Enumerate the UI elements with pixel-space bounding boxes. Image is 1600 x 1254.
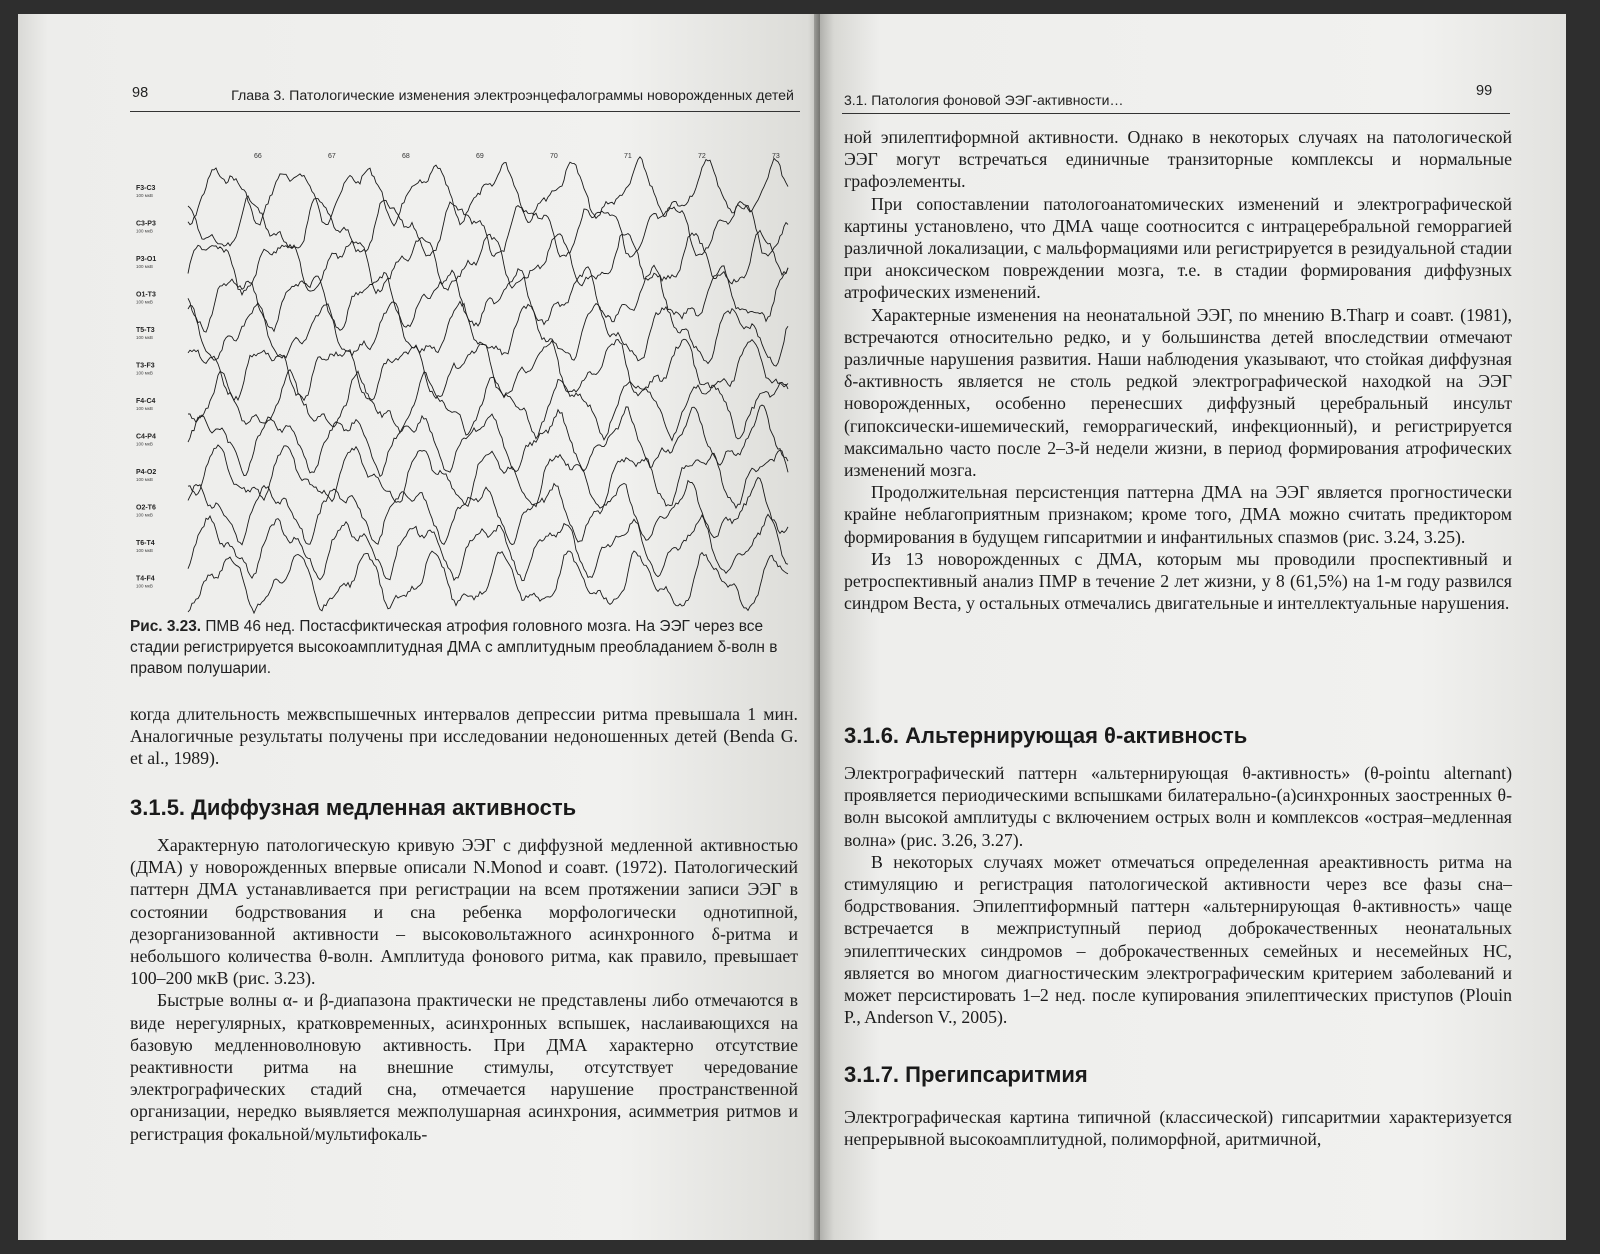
page-number-left: 98 [132, 85, 149, 101]
paragraph: Характерную патологическую кривую ЭЭГ с диффузной медленной активностью (ДМА) у новорожденных впервые описали N.Monod и соавт. (1972). Патологический паттерн ДМА устанавливается при регистрации на всем протяжении записи ЭЭГ в состоянии бодрствования и сна ребенка морфологически однотипной, дезорганизованной активности – высоковольтажного асинхронного δ-ритма и небольшого количества θ-волн. Амплитуда фонового ритма, как правило, превышает 100–200 мкВ (рис. 3.23). [130, 835, 798, 989]
channel-label: F4-C4 [136, 398, 156, 405]
left-page [18, 14, 820, 1240]
paragraph: Быстрые волны α- и β-диапазона практически не представлены либо отмечаются в виде нерегулярных, кратковременных, асинхронных вспышек, наслаивающихся на базовую медленноволновую активность. При ДМА характерно отсутствие реактивности ритма на внешние стимулы, отсутствует чередование электрографических стадий сна, отмечается нарушение пространственной организации, нередко выявляется межполушарная асинхрония, асимметрия ритмов и регистрация фокальной/мультифокаль- [130, 990, 798, 1144]
page-number-right: 99 [1476, 83, 1493, 99]
time-mark-label: 66 [254, 153, 262, 160]
figure-caption [130, 616, 800, 679]
channel-scale: 100 мкВ [136, 299, 153, 305]
paragraph-continued-right: ной эпилептиформной активности. Однако в некоторых случаях на патологической ЭЭГ могут встречаться единичные транзиторные комплексы и нормальные графоэлементы. [844, 127, 1512, 192]
paragraph: Электрографическая картина типичной (классической) гипсаритмии характеризуется непрерывной высокоамплитудной, полиморфной, аритмичной, [844, 1107, 1512, 1150]
paragraph: В некоторых случаях может отмечаться определенная ареактивность ритма на стимуляцию и регистрация патологической активности через все фазы сна–бодрствования. Эпилептиформный паттерн «альтернирующая θ-активность» чаще встречается в межприступный период доброкачественных неонатальных эпилептических синдромов – доброкачественных семейных и несемейных НС, является во многом диагностическим электрографическим критерием заболеваний и может персистировать 1–2 нед. после купирования эпилептических приступов (Plouin P., Anderson V., 2005). [844, 851, 1512, 1028]
paragraph: Электрографический паттерн «альтернирующая θ-активность» (θ-pointu alternant) проявляется периодическими вспышками билатерально-(а)синхронных заостренных θ-волн высокой амплитуды с включением острых волн и комплексов «острая–медленная волна» (рис. 3.26, 3.27). [844, 763, 1512, 850]
channel-scale: 100 мкВ [136, 441, 153, 447]
header-rule-left [130, 111, 800, 112]
caption-text: ПМВ 46 нед. Постасфиктическая атрофия головного мозга. На ЭЭГ через все стадии регистрируется высокоамплитудная ДМА с амплитудным преобладанием δ-волн в правом полушарии. [130, 618, 778, 677]
eeg-trace [188, 551, 788, 613]
channel-label: F3-C3 [136, 185, 156, 192]
time-mark-label: 71 [624, 153, 632, 160]
channel-label: T5-T3 [136, 327, 155, 334]
channel-label: T6-T4 [136, 540, 155, 547]
channel-scale: 100 мкВ [136, 370, 153, 376]
channel-scale: 100 мкВ [136, 335, 153, 340]
section-heading-3-1-7: 3.1.7. Прегипсаритмия [844, 1062, 1088, 1087]
eeg-trace [188, 157, 788, 226]
channel-label: C4-P4 [136, 433, 156, 441]
running-head-left: Глава 3. Патологические изменения электроэнцефалограммы новорожденных детей [231, 88, 794, 104]
channel-scale: 100 мкВ [136, 548, 153, 553]
header-rule-right [842, 113, 1510, 114]
open-book [18, 14, 1566, 1240]
paragraph: Характерные изменения на неонатальной ЭЭГ, по мнению B.Tharp и соавт. (1981), встречаются относительно редко, и у большинства детей впоследствии отмечают различные нарушения развития. Наши наблюдения указывают, что стойкая диффузная δ-активность является не столь редкой электрографической находкой на ЭЭГ новорожденных, особенно перенесших диффузный церебральный инсульт (гипоксически-ишемический, геморрагический, инфекционный), и регистрируется максимально часто после 2–3-й недели жизни, в период формирования атрофических изменений мозга. [844, 304, 1512, 481]
running-head-right: 3.1. Патология фоновой ЭЭГ-активности… [844, 92, 1124, 108]
channel-scale: 100 мкВ [136, 193, 153, 198]
time-mark-label: 67 [328, 153, 336, 160]
channel-label: T4-F4 [136, 575, 155, 583]
paragraph: Продолжительная персистенция паттерна ДМА на ЭЭГ является прогностически крайне неблагоприятным признаком; кроме того, ДМА можно считать предиктором формирования в будущем гипсаритмии и инфантильных спазмов (рис. 3.24, 3.25). [844, 482, 1512, 547]
channel-scale: 100 мкВ [136, 264, 153, 269]
channel-label: P4-O2 [136, 469, 157, 476]
eeg-trace [188, 445, 788, 508]
eeg-trace [188, 405, 788, 476]
channel-label: T3-F3 [136, 362, 155, 370]
time-mark-label: 70 [550, 153, 558, 160]
channel-label: P3-O1 [136, 256, 157, 263]
paragraph: При сопоставлении патологоанатомических изменений и электрографической картины установлено, что ДМА чаще соотносится с интрацеребральной геморрагией различной локализации, с мальформациями или регистрируется в резидуальной стадии при аноксическом повреждении мозга, т.е. в стадии формирования диффузных атрофических изменений. [844, 193, 1512, 303]
channel-label: C3-P3 [136, 220, 156, 228]
channel-label: O1-T3 [136, 291, 156, 299]
channel-scale: 100 мкВ [136, 512, 153, 518]
channel-scale: 100 мкВ [136, 228, 153, 234]
channel-label: O2-T6 [136, 504, 156, 512]
time-mark-label: 69 [476, 153, 484, 160]
right-page [820, 14, 1566, 1240]
time-mark-label: 73 [772, 153, 780, 160]
eeg-trace [188, 514, 788, 580]
right-text-bottom [844, 1106, 1512, 1150]
section-heading-3-1-5: 3.1.5. Диффузная медленная активность [130, 795, 577, 820]
channel-scale: 100 мкВ [136, 583, 153, 589]
right-text-top [844, 126, 1512, 614]
time-mark-label: 72 [698, 153, 706, 160]
eeg-trace [188, 478, 788, 545]
eeg-trace [188, 265, 788, 332]
channel-scale: 100 мкВ [136, 406, 153, 411]
caption-label: Рис. 3.23. [130, 618, 202, 635]
section-heading-3-1-6: 3.1.6. Альтернирующая θ-активность [844, 723, 1248, 748]
paragraph-continued-left: когда длительность межвспышечных интервалов депрессии ритма превышала 1 мин. Аналогичные результаты получены при исследовании недоношенных детей (Benda G. et al., 1989). [130, 704, 798, 769]
channel-scale: 100 мкВ [136, 477, 153, 482]
time-mark-label: 68 [402, 153, 410, 160]
eeg-figure [136, 138, 796, 614]
left-text-body [130, 834, 798, 1145]
paragraph: Из 13 новорожденных с ДМА, которым мы проводили проспективный и ретроспективный анализ ПМР в течение 2 лет жизни, у 8 (61,5%) на 1-м году развился синдром Веста, у остальных отмечались двигательные и интеллектуальные нарушения. [844, 548, 1512, 614]
left-text-top [130, 703, 798, 770]
right-text-middle [844, 762, 1512, 1028]
